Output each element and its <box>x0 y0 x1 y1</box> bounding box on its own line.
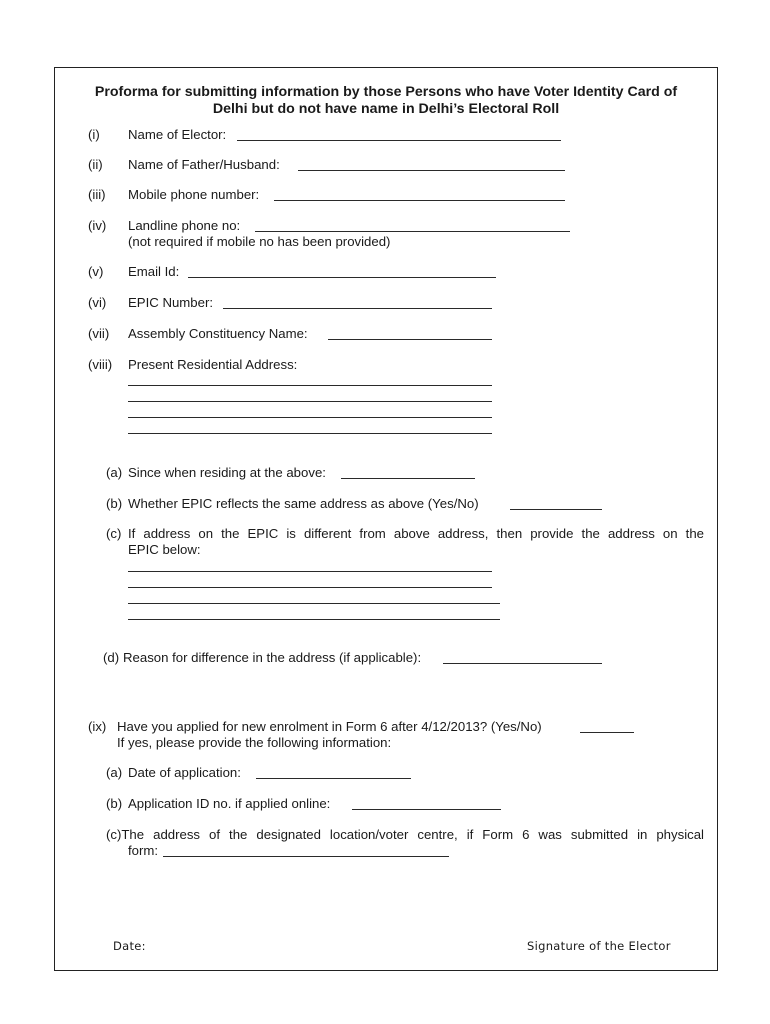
residing-since-label: Since when residing at the above: <box>128 465 326 480</box>
present-address-line-4[interactable] <box>128 432 492 434</box>
sub-c-number: (c) <box>106 526 122 541</box>
item-v-number: (v) <box>88 264 104 279</box>
email-field[interactable] <box>188 276 496 278</box>
application-date-field[interactable] <box>256 777 411 779</box>
landline-field[interactable] <box>255 230 570 232</box>
item-i-number: (i) <box>88 127 100 142</box>
item-ii-number: (ii) <box>88 157 103 172</box>
epic-address-line-4[interactable] <box>128 618 500 620</box>
epic-address-line-2[interactable] <box>128 586 492 588</box>
residing-since-field[interactable] <box>341 477 475 479</box>
date-label: Date: <box>113 939 146 953</box>
epic-number-field[interactable] <box>223 307 492 309</box>
address-difference-reason-label: Reason for difference in the address (if applicable): <box>123 650 422 665</box>
father-husband-name-label: Name of Father/Husband: <box>128 157 280 172</box>
epic-same-address-field[interactable] <box>510 508 602 510</box>
signature-label: Signature of the Elector <box>527 939 671 953</box>
father-husband-name-field[interactable] <box>298 169 565 171</box>
application-date-label: Date of application: <box>128 765 241 780</box>
present-address-label: Present Residential Address: <box>128 357 298 372</box>
voter-centre-address-label-line1: (c)The address of the designated location/voter centre, if Form 6 was submitted in physical <box>106 827 704 842</box>
address-difference-reason-field[interactable] <box>443 662 602 664</box>
landline-label: Landline phone no: <box>128 218 241 233</box>
mobile-number-label: Mobile phone number: <box>128 187 260 202</box>
sub-a-number: (a) <box>106 465 123 480</box>
voter-centre-address-label-line2: form: <box>128 843 159 858</box>
sub-d-number: (d) <box>103 650 120 665</box>
ix-b-number: (b) <box>106 796 123 811</box>
present-address-line-1[interactable] <box>128 384 492 386</box>
form-title-line1: Proforma for submitting information by those Persons who have Voter Identity Card of <box>94 84 678 100</box>
application-id-field[interactable] <box>352 808 501 810</box>
elector-name-label: Name of Elector: <box>128 127 227 142</box>
form6-applied-field[interactable] <box>580 731 634 733</box>
epic-same-address-label: Whether EPIC reflects the same address as above (Yes/No) <box>128 496 479 511</box>
form6-info-note: If yes, please provide the following information: <box>117 735 392 750</box>
sub-b-number: (b) <box>106 496 123 511</box>
item-ix-number: (ix) <box>88 719 107 734</box>
epic-address-label-line1: If address on the EPIC is different from above address, then provide the address on the <box>128 526 704 541</box>
item-vii-number: (vii) <box>88 326 110 341</box>
epic-number-label: EPIC Number: <box>128 295 214 310</box>
epic-address-label-line2: EPIC below: <box>128 542 201 557</box>
form-title-line2: Delhi but do not have name in Delhi’s Electoral Roll <box>212 101 560 117</box>
ix-a-number: (a) <box>106 765 123 780</box>
present-address-line-2[interactable] <box>128 400 492 402</box>
application-id-label: Application ID no. if applied online: <box>128 796 331 811</box>
item-viii-number: (viii) <box>88 357 113 372</box>
item-vi-number: (vi) <box>88 295 107 310</box>
present-address-line-3[interactable] <box>128 416 492 418</box>
elector-name-field[interactable] <box>237 139 561 141</box>
mobile-number-field[interactable] <box>274 199 565 201</box>
assembly-constituency-field[interactable] <box>328 338 492 340</box>
landline-note: (not required if mobile no has been provided) <box>128 234 391 249</box>
item-iii-number: (iii) <box>88 187 106 202</box>
assembly-constituency-label: Assembly Constituency Name: <box>128 326 308 341</box>
form6-applied-label: Have you applied for new enrolment in Form 6 after 4/12/2013? (Yes/No) <box>117 719 542 734</box>
item-iv-number: (iv) <box>88 218 107 233</box>
email-label: Email Id: <box>128 264 180 279</box>
voter-centre-address-field[interactable] <box>163 855 449 857</box>
epic-address-line-3[interactable] <box>128 602 500 604</box>
epic-address-line-1[interactable] <box>128 570 492 572</box>
